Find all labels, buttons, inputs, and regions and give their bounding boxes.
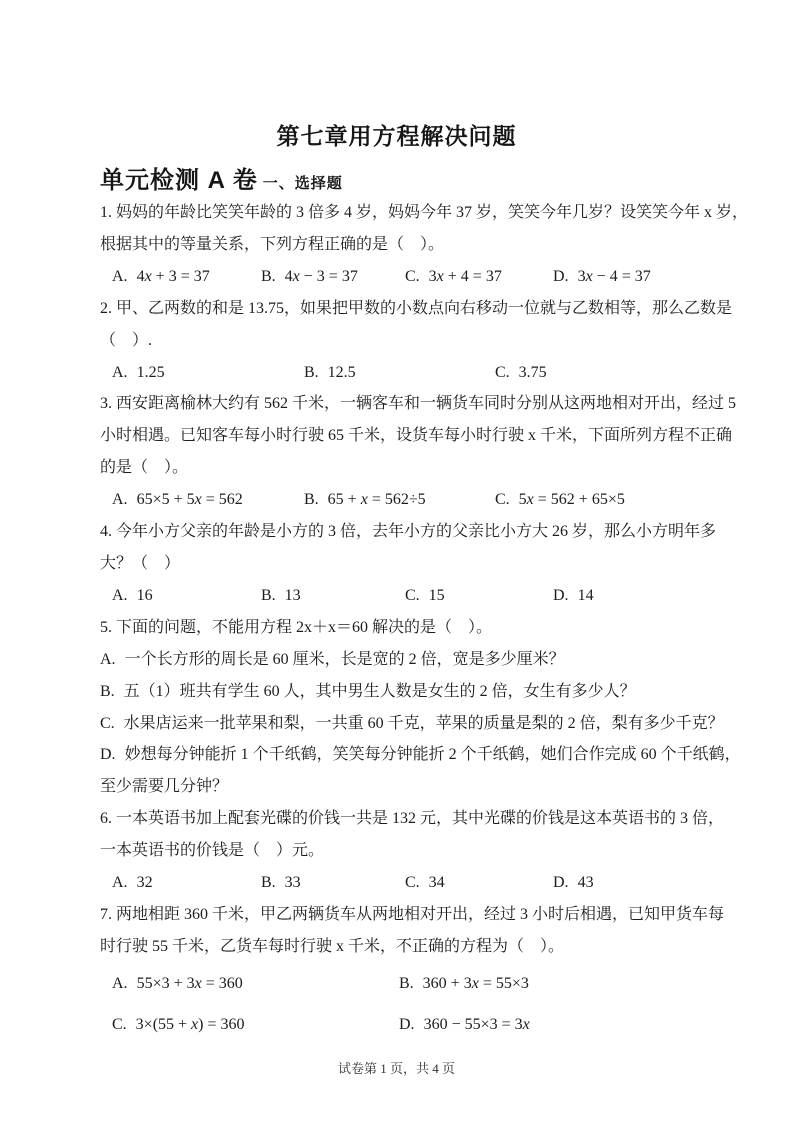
- question-5-option-a: [100, 644, 704, 676]
- questions-area: [100, 197, 749, 1045]
- question-2-option-a: [112, 357, 300, 389]
- question-1-option-a: [112, 261, 257, 293]
- question-1-text-line-1: 1. 妈妈的年龄比笑笑年龄的 3 倍多 4 岁，妈妈今年 37 岁，笑笑今年几岁？设笑笑今年 x 岁，: [100, 204, 749, 221]
- option-label: D.: [100, 746, 116, 764]
- question-2-text-line-2: （ ）.: [100, 331, 153, 349]
- question-7-text-line-2: 时行驶 55 千米，乙货车每时行驶 x 千米，不正确的方程为（ ）。: [100, 937, 565, 955]
- option-value: 5x = 562 + 65×5: [518, 491, 625, 509]
- question-1-option-c: [405, 261, 549, 293]
- question-7: [100, 899, 725, 1045]
- question-4-option-b: [261, 580, 401, 612]
- question-7-option-d: [399, 1004, 530, 1045]
- question-4-options-row: [100, 580, 704, 612]
- question-1-options-row: [100, 261, 704, 293]
- question-2-options-row: [100, 357, 704, 389]
- option-label: C.: [405, 586, 420, 604]
- option-label: A.: [112, 363, 128, 381]
- option-value: 65 + x = 562÷5: [327, 491, 426, 509]
- option-value: 15: [428, 586, 445, 604]
- option-label: C.: [495, 363, 510, 381]
- question-2-option-b: [304, 357, 491, 389]
- option-label: D.: [553, 586, 569, 604]
- option-label: D.: [399, 1015, 415, 1033]
- option-label: B.: [304, 491, 319, 509]
- question-1-option-b: [261, 261, 401, 293]
- option-value: 1.25: [136, 363, 165, 381]
- option-label: A.: [112, 874, 128, 892]
- question-6-option-c: [405, 867, 549, 899]
- option-label: C.: [100, 714, 115, 732]
- question-5-text-line-1: 5. 下面的问题，不能用方程 2x＋x＝60 解决的是（ ）。: [100, 618, 493, 636]
- question-6-option-b: [261, 867, 401, 899]
- question-2-text-line-1: 2. 甲、乙两数的和是 13.75，如果把甲数的小数点向右移动一位就与乙数相等，那么乙数是: [100, 299, 733, 317]
- document-title: 第七章用方程解决问题: [276, 123, 517, 149]
- question-7-option-b: [399, 963, 529, 1004]
- question-6: [100, 803, 725, 899]
- question-3-text-line-1: 3. 西安距离榆林大约有 562 千米，一辆客车和一辆货车同时分别从这两地相对开出，经过 5: [100, 395, 737, 413]
- question-4-option-a: [112, 580, 257, 612]
- option-value: 43: [577, 874, 594, 892]
- question-6-option-d: [553, 867, 594, 899]
- option-label: D.: [553, 267, 569, 285]
- question-4: [100, 516, 717, 612]
- option-label: A.: [112, 491, 128, 509]
- question-6-option-a: [112, 867, 257, 899]
- question-2: [100, 293, 733, 389]
- option-value: 16: [136, 586, 153, 604]
- option-value: 4x − 3 = 37: [284, 267, 358, 285]
- option-value: 3×(55 + x) = 360: [135, 1015, 245, 1033]
- option-value: 13: [284, 586, 301, 604]
- option-value: 水果店运来一批苹果和梨，一共重 60 千克，苹果的质量是梨的 2 倍，梨有多少千克？: [123, 714, 724, 732]
- option-label: C.: [405, 874, 420, 892]
- question-1-option-d: [553, 261, 651, 293]
- option-value: 360 − 55×3 = 3x: [423, 1015, 530, 1033]
- question-3-text-line-3: 的是（ ）。: [100, 459, 189, 477]
- option-label: C.: [405, 267, 420, 285]
- option-value: 3.75: [518, 363, 547, 381]
- option-value: 360 + 3x = 55×3: [422, 974, 529, 992]
- question-6-text-line-1: 6. 一本英语书加上配套光碟的价钱一共是 132 元，其中光碟的价钱是这本英语书的 3 倍，: [100, 810, 725, 828]
- question-3-option-a: [112, 484, 300, 516]
- question-5: [100, 612, 741, 803]
- question-5-option-b: [100, 676, 704, 708]
- question-7-option-c: [112, 1004, 395, 1045]
- option-label: A.: [112, 586, 128, 604]
- option-value: 12.5: [327, 363, 356, 381]
- option-label: B.: [399, 974, 414, 992]
- option-value: 3x + 4 = 37: [428, 267, 502, 285]
- option-label: D.: [553, 874, 569, 892]
- question-7-text-line-1: 7. 两地相距 360 千米，甲乙两辆货车从两地相对开出，经过 3 小时后相遇，已知甲货车每: [100, 905, 725, 923]
- question-4-text-line-1: 4. 今年小方父亲的年龄是小方的 3 倍，去年小方的父亲比小方大 26 岁，那么小方明年多: [100, 523, 717, 541]
- question-3-option-b: [304, 484, 491, 516]
- question-2-option-c: [495, 357, 547, 389]
- question-7-option-a: [112, 963, 395, 1004]
- option-label: B.: [261, 267, 276, 285]
- option-label: B.: [261, 874, 276, 892]
- option-label: C.: [112, 1015, 127, 1033]
- question-5-option-c: [100, 708, 724, 740]
- option-value: 14: [577, 586, 594, 604]
- question-6-text-line-2: 一本英语书的价钱是（ ）元。: [100, 842, 325, 860]
- option-label: A.: [100, 650, 116, 668]
- page-footer: 试卷第 1 页，共 4 页: [337, 1061, 455, 1076]
- option-value: 五（1）班共有学生 60 人，其中男生人数是女生的 2 倍，女生有多少人？: [123, 682, 636, 700]
- section-header: [100, 160, 343, 195]
- option-label: C.: [495, 491, 510, 509]
- question-5-option-d: [100, 739, 741, 771]
- question-6-options-row: [100, 867, 704, 899]
- question-3: [100, 388, 737, 516]
- section-title: 单元检测 A 卷: [100, 167, 258, 194]
- option-value: 3x − 4 = 37: [577, 267, 651, 285]
- option-value: 55×3 + 3x = 360: [136, 974, 243, 992]
- question-5-option-d-continued: 至少需要几分钟？: [100, 778, 229, 796]
- section-subtitle: 一、选择题: [262, 175, 343, 192]
- option-value: 一个长方形的周长是 60 厘米，长是宽的 2 倍，宽是多少厘米？: [124, 650, 565, 668]
- option-label: A.: [112, 974, 128, 992]
- option-value: 32: [136, 874, 153, 892]
- question-7-options-row-2: [100, 1004, 704, 1045]
- question-3-options-row: [100, 484, 704, 516]
- question-3-option-c: [495, 484, 625, 516]
- option-value: 4x + 3 = 37: [136, 267, 210, 285]
- option-value: 34: [428, 874, 445, 892]
- option-value: 65×5 + 5x = 562: [136, 491, 243, 509]
- question-3-text-line-2: 小时相遇。已知客车每小时行驶 65 千米，设货车每小时行驶 x 千米，下面所列方程不正确: [100, 427, 733, 445]
- option-value: 妙想每分钟能折 1 个千纸鹤，笑笑每分钟能折 2 个千纸鹤，她们合作完成 60 个千纸鹤，: [124, 746, 741, 764]
- question-7-options-row-1: [100, 963, 704, 1004]
- question-4-text-line-2: 大？（ ）: [100, 554, 181, 572]
- question-4-option-d: [553, 580, 594, 612]
- question-1-text-line-2: 根据其中的等量关系，下列方程正确的是（ ）。: [100, 235, 445, 253]
- option-label: A.: [112, 267, 128, 285]
- option-value: 33: [284, 874, 301, 892]
- question-4-option-c: [405, 580, 549, 612]
- option-label: B.: [304, 363, 319, 381]
- question-1: [100, 197, 749, 293]
- option-label: B.: [100, 682, 115, 700]
- option-label: B.: [261, 586, 276, 604]
